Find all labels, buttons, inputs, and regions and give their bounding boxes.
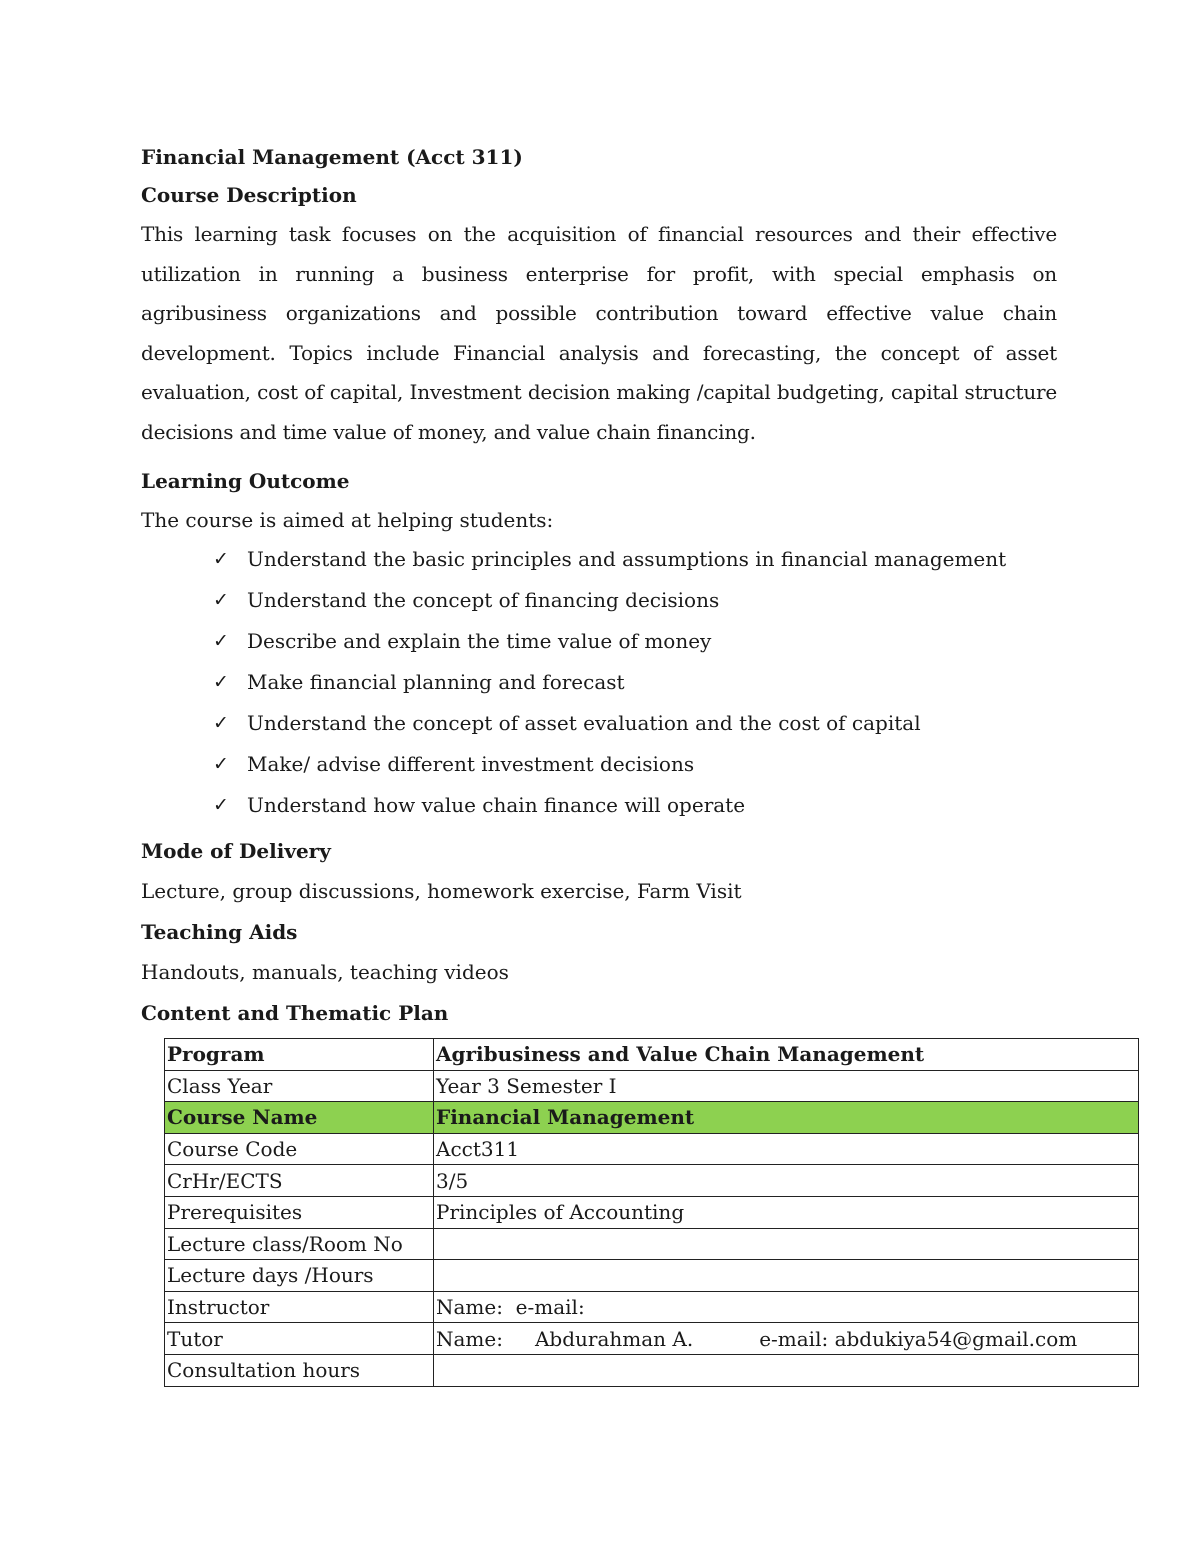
instructor-label: Instructor xyxy=(165,1291,434,1323)
tutor-label: Tutor xyxy=(165,1323,434,1355)
course-info-table xyxy=(164,1038,1139,1387)
list-item: ✓ Understand the basic principles and assumptions in financial management xyxy=(213,539,1057,580)
tutor-value xyxy=(434,1323,1139,1355)
learning-outcome-list xyxy=(141,539,1057,826)
course-code-label: Course Code xyxy=(165,1133,434,1165)
check-mark-icon: ✓ xyxy=(213,589,229,611)
lecture-days-value xyxy=(434,1260,1139,1292)
table-row xyxy=(165,1165,1139,1197)
lecture-days-label: Lecture days /Hours xyxy=(165,1260,434,1292)
table-row xyxy=(165,1196,1139,1228)
check-mark-icon: ✓ xyxy=(213,548,229,570)
list-item: ✓ Understand how value chain finance will operate xyxy=(213,785,1057,826)
list-item: ✓ Understand the concept of financing decisions xyxy=(213,580,1057,621)
check-mark-icon: ✓ xyxy=(213,671,229,693)
table-row xyxy=(165,1133,1139,1165)
tutor-name: Abdurahman A. xyxy=(534,1326,694,1351)
check-mark-icon: ✓ xyxy=(213,630,229,652)
consultation-hours-label: Consultation hours xyxy=(165,1354,434,1386)
course-description-text: This learning task focuses on the acquisition of financial resources and their effective utilization in running a business enterprise for profit, with special emphasis on agribusiness organizations and possible contribution toward effective value chain development. Topics include Financial analysis and forecasting, the concept of asset evaluation, cost of capital, Investment decision making /capital budgeting, capital structure decisions and time value of money, and value chain financing. xyxy=(141,222,1057,444)
table-row xyxy=(165,1102,1139,1134)
program-value: Agribusiness and Value Chain Management xyxy=(434,1039,1139,1071)
mode-of-delivery-text: Lecture, group discussions, homework exercise, Farm Visit xyxy=(141,879,742,903)
check-mark-icon: ✓ xyxy=(213,794,229,816)
teaching-aids-text: Handouts, manuals, teaching videos xyxy=(141,960,509,984)
content-plan-heading: Content and Thematic Plan xyxy=(141,1001,449,1025)
program-label: Program xyxy=(165,1039,434,1071)
check-mark-icon: ✓ xyxy=(213,753,229,775)
lecture-room-label: Lecture class/Room No xyxy=(165,1228,434,1260)
document-title: Financial Management (Acct 311) xyxy=(141,145,523,169)
check-mark-icon: ✓ xyxy=(213,712,229,734)
list-item: ✓ Make/ advise different investment decisions xyxy=(213,744,1057,785)
course-description-heading: Course Description xyxy=(141,183,357,207)
credit-hours-value: 3/5 xyxy=(434,1165,1139,1197)
teaching-aids-heading: Teaching Aids xyxy=(141,920,298,944)
list-item: ✓ Describe and explain the time value of money xyxy=(213,621,1057,662)
list-item: ✓ Make financial planning and forecast xyxy=(213,662,1057,703)
class-year-label: Class Year xyxy=(165,1070,434,1102)
mode-of-delivery-heading: Mode of Delivery xyxy=(141,839,331,863)
lecture-room-value xyxy=(434,1228,1139,1260)
table-row xyxy=(165,1291,1139,1323)
learning-outcome-intro: The course is aimed at helping students: xyxy=(141,508,554,532)
list-item: ✓ Understand the concept of asset evaluation and the cost of capital xyxy=(213,703,1057,744)
tutor-email: e-mail: abdukiya54@gmail.com xyxy=(759,1326,1078,1351)
course-code-value: Acct311 xyxy=(434,1133,1139,1165)
prerequisites-label: Prerequisites xyxy=(165,1196,434,1228)
class-year-value: Year 3 Semester I xyxy=(434,1070,1139,1102)
consultation-hours-value xyxy=(434,1354,1139,1386)
prerequisites-value: Principles of Accounting xyxy=(434,1196,1139,1228)
course-name-label: Course Name xyxy=(165,1102,434,1134)
table-row xyxy=(165,1323,1139,1355)
table-row xyxy=(165,1070,1139,1102)
tutor-name-label: Name: xyxy=(436,1326,503,1351)
table-row xyxy=(165,1260,1139,1292)
document-page xyxy=(141,140,1057,1030)
table-row xyxy=(165,1228,1139,1260)
credit-hours-label: CrHr/ECTS xyxy=(165,1165,434,1197)
table-row xyxy=(165,1354,1139,1386)
table-row xyxy=(165,1039,1139,1071)
instructor-value: Name: e-mail: xyxy=(434,1291,1139,1323)
learning-outcome-heading: Learning Outcome xyxy=(141,469,350,493)
course-name-value: Financial Management xyxy=(434,1102,1139,1134)
